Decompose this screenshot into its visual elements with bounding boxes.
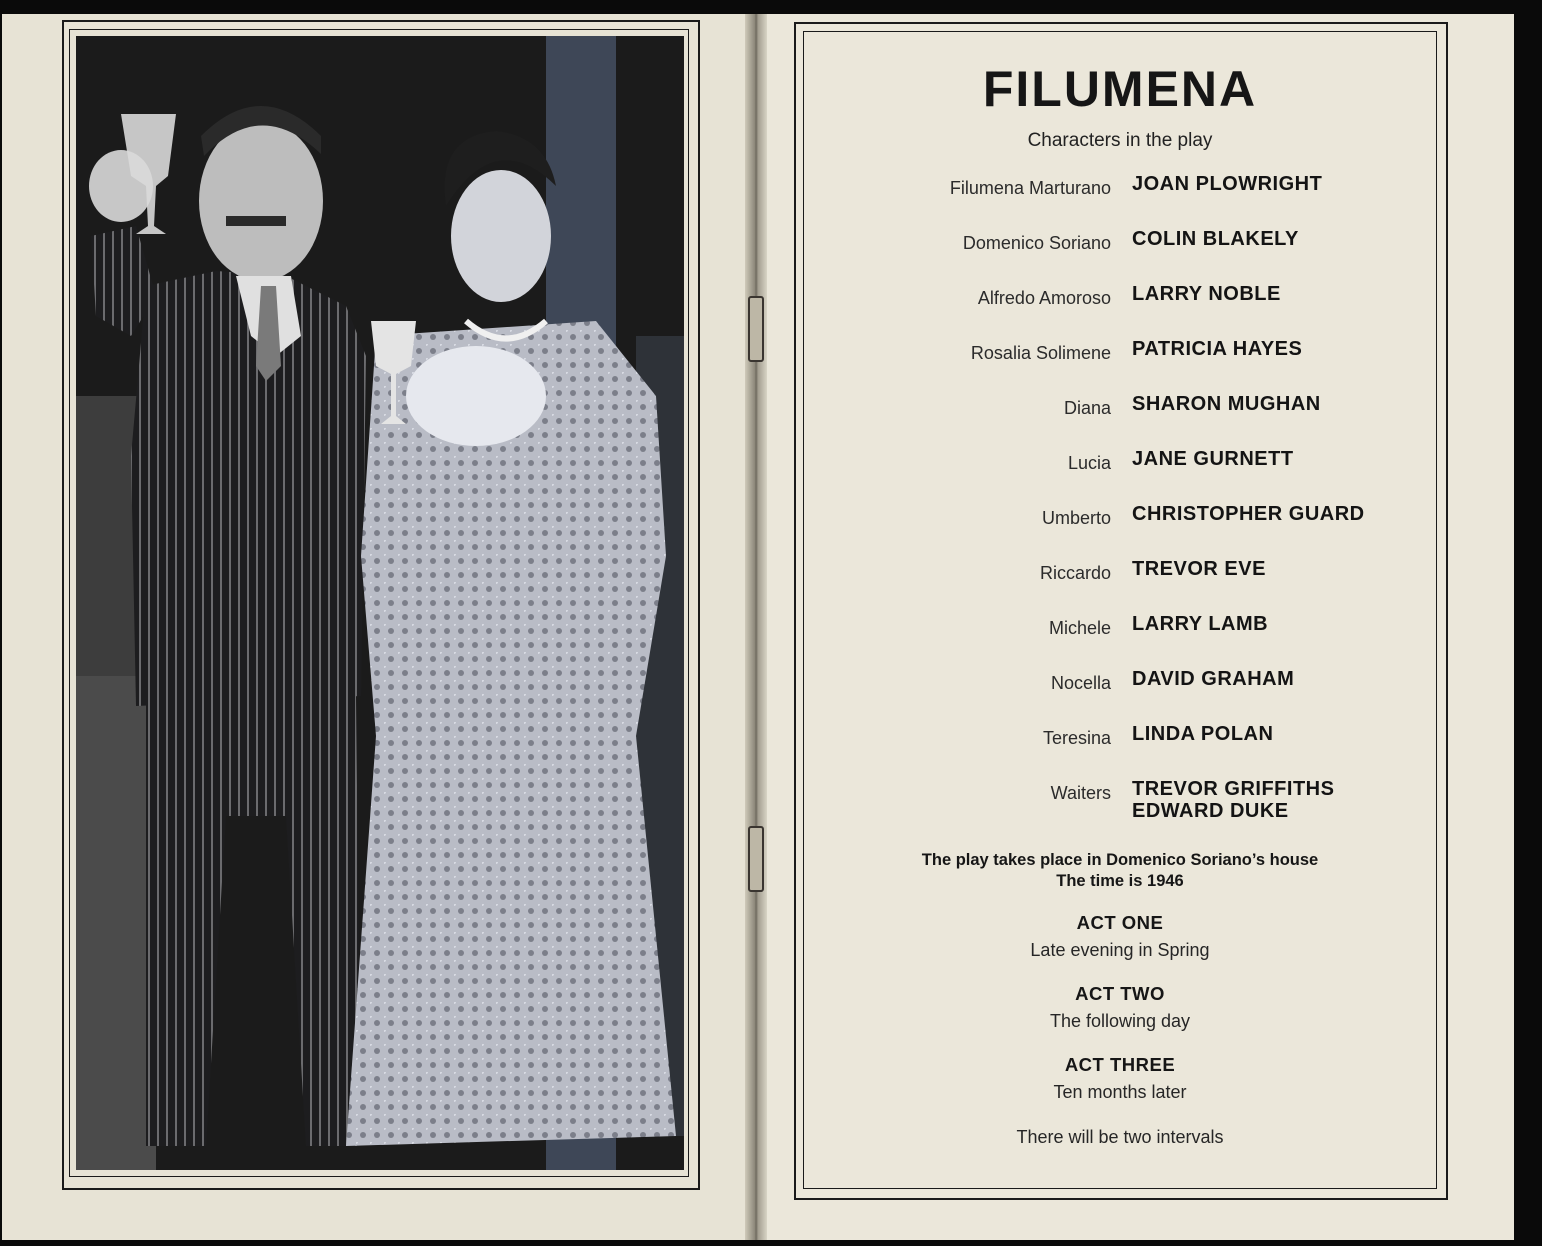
act-heading: ACT THREE: [1064, 1054, 1176, 1075]
actor-name: COLIN BLAKELY: [1132, 228, 1299, 250]
cast-row: [803, 773, 1437, 833]
staple-icon: [748, 826, 764, 892]
actor-name: LARRY LAMB: [1132, 613, 1269, 635]
role-name: Filumena Marturano: [949, 178, 1111, 198]
role-name: Michele: [1048, 618, 1111, 638]
role-name: Waiters: [1050, 783, 1111, 803]
actor-name: EDWARD DUKE: [1132, 800, 1289, 822]
page-title: FILUMENA: [982, 61, 1258, 117]
time-line: The time is 1946: [1056, 872, 1184, 890]
cast-row: [803, 443, 1437, 483]
cast-row: [803, 608, 1437, 648]
role-name: Riccardo: [1039, 563, 1111, 583]
intervals-note: There will be two intervals: [1016, 1127, 1224, 1147]
production-photo: [76, 36, 684, 1170]
actor-name: CHRISTOPHER GUARD: [1132, 503, 1365, 525]
act-heading: ACT ONE: [1076, 912, 1164, 933]
staple-icon: [748, 296, 764, 362]
role-name: Teresina: [1042, 728, 1111, 748]
role-name: Rosalia Solimene: [970, 343, 1111, 363]
role-name: Alfredo Amoroso: [977, 288, 1111, 308]
act-detail: Late evening in Spring: [1030, 940, 1210, 960]
actor-name: JANE GURNETT: [1132, 448, 1294, 470]
cast-row: [803, 223, 1437, 263]
actor-name: LINDA POLAN: [1132, 723, 1274, 745]
cast-subtitle: Characters in the play: [1027, 130, 1213, 151]
role-name: Lucia: [1067, 453, 1111, 473]
actor-name: SHARON MUGHAN: [1132, 393, 1321, 415]
role-name: Diana: [1063, 398, 1111, 418]
cast-row: [803, 663, 1437, 703]
act-detail: The following day: [1049, 1011, 1191, 1031]
cast-row: [803, 168, 1437, 208]
actor-name: DAVID GRAHAM: [1132, 668, 1295, 690]
setting-line: The play takes place in Domenico Soriano’s house: [921, 851, 1319, 869]
cast-row: [803, 498, 1437, 538]
cast-row: [803, 278, 1437, 318]
cast-row: [803, 388, 1437, 428]
actor-name: LARRY NOBLE: [1132, 283, 1281, 305]
book-gutter: [745, 14, 767, 1240]
role-name: Nocella: [1050, 673, 1111, 693]
actor-name: TREVOR EVE: [1132, 558, 1266, 580]
actor-name: JOAN PLOWRIGHT: [1132, 173, 1323, 195]
actor-name: PATRICIA HAYES: [1132, 338, 1303, 360]
cast-row: [803, 333, 1437, 373]
actor-name: TREVOR GRIFFITHS: [1132, 778, 1335, 800]
act-detail: Ten months later: [1053, 1082, 1187, 1102]
cast-row: [803, 553, 1437, 593]
role-name: Domenico Soriano: [962, 233, 1111, 253]
cast-row: [803, 718, 1437, 758]
role-name: Umberto: [1041, 508, 1111, 528]
act-heading: ACT TWO: [1075, 983, 1165, 1004]
